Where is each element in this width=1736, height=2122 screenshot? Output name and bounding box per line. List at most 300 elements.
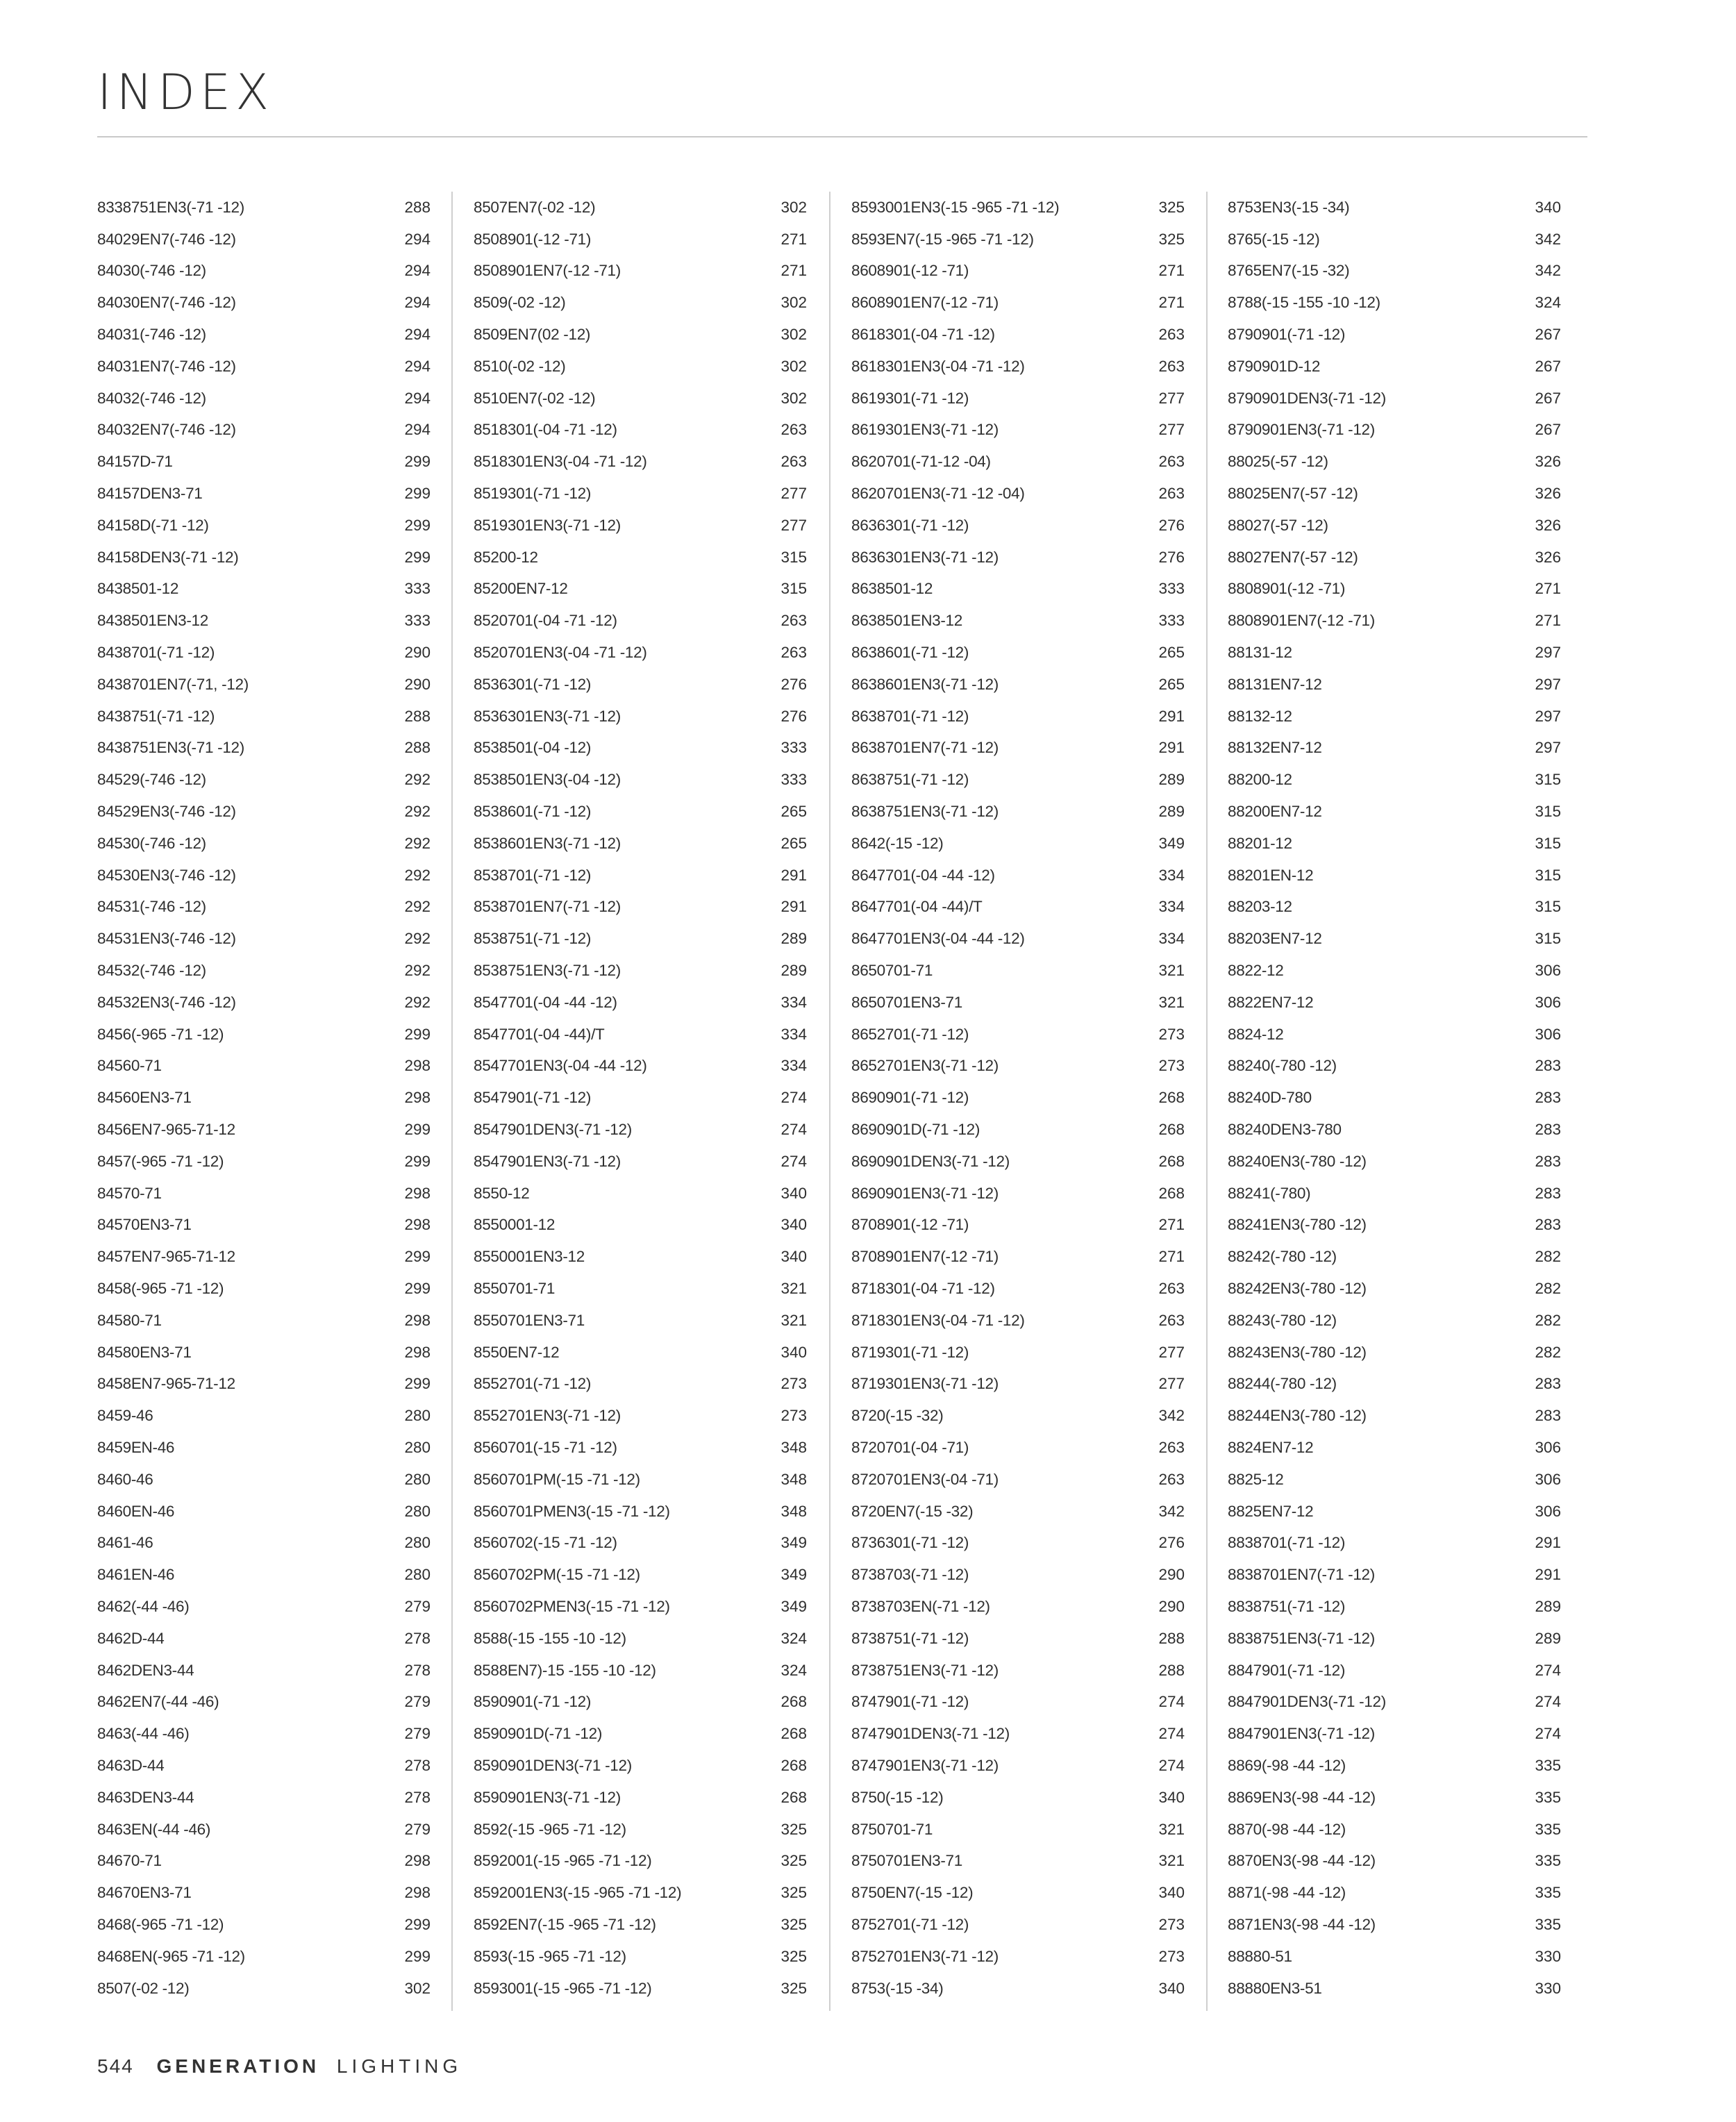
product-code: 84560EN3-71	[97, 1089, 192, 1107]
index-entry	[1228, 1082, 1561, 1114]
product-code: 8752701EN3(-71 -12)	[851, 1947, 999, 1965]
page-reference: 294	[404, 421, 431, 439]
index-entry	[97, 1400, 431, 1432]
product-code: 8519301EN3(-71 -12)	[474, 516, 621, 534]
product-code: 84032(-746 -12)	[97, 389, 206, 407]
page-reference: 335	[1535, 1756, 1561, 1774]
product-code: 8690901EN3(-71 -12)	[851, 1184, 999, 1202]
index-entry	[851, 1941, 1185, 1973]
product-code: 84157D-71	[97, 453, 173, 471]
index-entry	[97, 192, 431, 224]
index-entry	[851, 1273, 1185, 1305]
page-reference: 330	[1535, 1947, 1561, 1965]
product-code: 8538601EN3(-71 -12)	[474, 834, 621, 852]
page-reference: 325	[781, 1820, 807, 1838]
page-reference: 288	[1158, 1661, 1185, 1679]
page-reference: 263	[1158, 485, 1185, 503]
product-code: 84529EN3(-746 -12)	[97, 803, 236, 821]
index-entry	[851, 1146, 1185, 1178]
index-entry	[1228, 1877, 1561, 1909]
index-entry	[97, 796, 431, 828]
index-entry	[474, 287, 807, 319]
index-entry	[1228, 701, 1561, 733]
index-entry	[851, 1973, 1185, 2005]
page-reference: 282	[1535, 1311, 1561, 1329]
page-reference: 340	[1158, 1788, 1185, 1806]
index-entry	[474, 1146, 807, 1178]
page-reference: 340	[781, 1216, 807, 1234]
index-entry	[474, 446, 807, 478]
index-entry	[851, 1750, 1185, 1782]
page-reference: 306	[1535, 1438, 1561, 1456]
page-reference: 333	[404, 612, 431, 630]
product-code: 88240D-780	[1228, 1089, 1312, 1107]
product-code: 8463D-44	[97, 1756, 165, 1774]
page-reference: 335	[1535, 1820, 1561, 1838]
product-code: 8457EN7-965-71-12	[97, 1248, 235, 1266]
page-reference: 276	[1158, 548, 1185, 566]
page-reference: 292	[404, 803, 431, 821]
index-entry	[97, 510, 431, 542]
product-code: 8608901EN7(-12 -71)	[851, 294, 999, 312]
index-entry	[97, 764, 431, 796]
page-reference: 299	[404, 453, 431, 471]
index-entry	[474, 1496, 807, 1528]
product-code: 84158D(-71 -12)	[97, 516, 209, 534]
page-reference: 306	[1535, 1025, 1561, 1043]
page-reference: 263	[1158, 357, 1185, 375]
index-entry	[474, 574, 807, 605]
page-reference: 291	[1158, 707, 1185, 725]
index-entry	[851, 892, 1185, 924]
index-entry	[1228, 1623, 1561, 1655]
product-code: 8536301EN3(-71 -12)	[474, 707, 621, 725]
page-reference: 289	[1535, 1597, 1561, 1615]
index-entry	[1228, 319, 1561, 351]
page-reference: 349	[781, 1534, 807, 1552]
index-entry	[1228, 478, 1561, 510]
index-entry	[1228, 1496, 1561, 1528]
page-reference: 302	[781, 198, 807, 216]
index-entry	[474, 1591, 807, 1623]
product-code: 8870EN3(-98 -44 -12)	[1228, 1852, 1376, 1870]
product-code: 8808901(-12 -71)	[1228, 580, 1346, 598]
product-code: 8619301(-71 -12)	[851, 389, 969, 407]
page-reference: 268	[1158, 1184, 1185, 1202]
product-code: 8538501(-04 -12)	[474, 739, 592, 757]
product-code: 8822-12	[1228, 962, 1284, 980]
index-entry	[1228, 1146, 1561, 1178]
product-code: 84029EN7(-746 -12)	[97, 230, 236, 248]
index-entry	[97, 1909, 431, 1941]
index-entry	[474, 1623, 807, 1655]
product-code: 84530(-746 -12)	[97, 834, 206, 852]
product-code: 8536301(-71 -12)	[474, 675, 592, 693]
index-entry	[1228, 256, 1561, 287]
index-entry	[474, 669, 807, 701]
product-code: 88025(-57 -12)	[1228, 453, 1328, 471]
index-entry	[1228, 1941, 1561, 1973]
page-reference: 334	[1158, 866, 1185, 884]
product-code: 8620701EN3(-71 -12 -04)	[851, 485, 1025, 503]
page-reference: 288	[404, 198, 431, 216]
index-entry	[851, 1655, 1185, 1687]
product-code: 8590901EN3(-71 -12)	[474, 1788, 621, 1806]
page-reference: 294	[404, 230, 431, 248]
page-reference: 283	[1535, 1057, 1561, 1075]
product-code: 8552701EN3(-71 -12)	[474, 1407, 621, 1425]
product-code: 8790901DEN3(-71 -12)	[1228, 389, 1386, 407]
product-code: 84670EN3-71	[97, 1884, 192, 1902]
product-code: 8510EN7(-02 -12)	[474, 389, 596, 407]
product-code: 84570-71	[97, 1184, 162, 1202]
product-code: 8720701(-04 -71)	[851, 1438, 969, 1456]
column-divider	[829, 192, 831, 2011]
product-code: 84532(-746 -12)	[97, 962, 206, 980]
page-reference: 335	[1535, 1852, 1561, 1870]
product-code: 8590901D(-71 -12)	[474, 1725, 603, 1743]
product-code: 8550EN7-12	[474, 1343, 560, 1361]
product-code: 8608901(-12 -71)	[851, 262, 969, 280]
page-reference: 298	[404, 1852, 431, 1870]
index-entry	[474, 1337, 807, 1369]
index-entry	[97, 987, 431, 1019]
product-code: 88027EN7(-57 -12)	[1228, 548, 1358, 566]
product-code: 88132-12	[1228, 707, 1292, 725]
index-entry	[474, 1814, 807, 1846]
product-code: 8459-46	[97, 1407, 153, 1425]
page-reference: 299	[404, 1248, 431, 1266]
index-entry	[97, 923, 431, 955]
page-reference: 265	[1158, 644, 1185, 662]
page-reference: 349	[1158, 834, 1185, 852]
index-entry	[97, 446, 431, 478]
product-code: 8550701EN3-71	[474, 1311, 585, 1329]
product-code: 8719301EN3(-71 -12)	[851, 1375, 999, 1393]
page-reference: 335	[1535, 1788, 1561, 1806]
product-code: 8690901(-71 -12)	[851, 1089, 969, 1107]
product-code: 8753EN3(-15 -34)	[1228, 198, 1350, 216]
product-code: 8638751(-71 -12)	[851, 771, 969, 789]
product-code: 88241EN3(-780 -12)	[1228, 1216, 1367, 1234]
page-reference: 299	[404, 1279, 431, 1297]
product-code: 8642(-15 -12)	[851, 834, 944, 852]
index-entry	[851, 415, 1185, 446]
page-reference: 273	[1158, 1915, 1185, 1933]
index-entry	[474, 510, 807, 542]
index-entry	[1228, 796, 1561, 828]
index-entry	[851, 1623, 1185, 1655]
page-reference: 342	[1158, 1502, 1185, 1520]
page-reference: 276	[1158, 1534, 1185, 1552]
index-entry	[851, 1400, 1185, 1432]
product-code: 8459EN-46	[97, 1438, 175, 1456]
index-entry	[1228, 1241, 1561, 1273]
product-code: 8869(-98 -44 -12)	[1228, 1756, 1346, 1774]
product-code: 8509(-02 -12)	[474, 294, 566, 312]
page-reference: 268	[1158, 1121, 1185, 1138]
product-code: 8747901(-71 -12)	[851, 1693, 969, 1711]
page-reference: 315	[1535, 930, 1561, 948]
index-entry	[851, 224, 1185, 256]
product-code: 88880-51	[1228, 1947, 1292, 1965]
product-code: 8593001(-15 -965 -71 -12)	[474, 1979, 652, 1997]
product-code: 8638601(-71 -12)	[851, 644, 969, 662]
product-code: 8636301(-71 -12)	[851, 516, 969, 534]
product-code: 8550001-12	[474, 1216, 556, 1234]
index-entry	[474, 1527, 807, 1559]
product-code: 8750(-15 -12)	[851, 1788, 944, 1806]
page-reference: 315	[1535, 771, 1561, 789]
product-code: 8538751(-71 -12)	[474, 930, 592, 948]
page-reference: 289	[1158, 803, 1185, 821]
product-code: 8718301(-04 -71 -12)	[851, 1279, 995, 1297]
index-entry	[1228, 955, 1561, 987]
product-code: 8438501-12	[97, 580, 179, 598]
page-reference: 299	[404, 485, 431, 503]
product-code: 88243(-780 -12)	[1228, 1311, 1337, 1329]
product-code: 8871EN3(-98 -44 -12)	[1228, 1915, 1376, 1933]
index-entry	[1228, 1051, 1561, 1083]
index-entry	[97, 955, 431, 987]
index-entry	[97, 1750, 431, 1782]
product-code: 8547901EN3(-71 -12)	[474, 1152, 621, 1170]
index-column-1	[97, 192, 431, 1997]
product-code: 8790901EN3(-71 -12)	[1228, 421, 1375, 439]
index-entry	[851, 987, 1185, 1019]
page-reference: 290	[1158, 1597, 1185, 1615]
index-entry	[97, 669, 431, 701]
product-code: 8547901DEN3(-71 -12)	[474, 1121, 632, 1138]
product-code: 8618301(-04 -71 -12)	[851, 326, 995, 344]
page-reference: 325	[781, 1852, 807, 1870]
page-reference: 299	[404, 1915, 431, 1933]
index-entry	[851, 1496, 1185, 1528]
index-entry	[1228, 860, 1561, 892]
page-reference: 288	[404, 707, 431, 725]
page-footer	[97, 2055, 462, 2078]
index-entry	[97, 1718, 431, 1750]
index-entry	[1228, 1845, 1561, 1877]
page-reference: 268	[781, 1693, 807, 1711]
page-reference: 289	[1158, 771, 1185, 789]
product-code: 8468(-965 -71 -12)	[97, 1915, 224, 1933]
page-reference: 280	[404, 1502, 431, 1520]
product-code: 8588(-15 -155 -10 -12)	[474, 1629, 626, 1647]
product-code: 8519301(-71 -12)	[474, 485, 592, 503]
page-reference: 265	[781, 803, 807, 821]
page-reference: 292	[404, 834, 431, 852]
index-column-2	[474, 192, 807, 1997]
index-entry	[851, 1082, 1185, 1114]
page-reference: 274	[781, 1152, 807, 1170]
index-entry	[97, 733, 431, 765]
page-reference: 291	[1535, 1534, 1561, 1552]
column-divider	[1206, 192, 1208, 2011]
index-entry	[474, 1750, 807, 1782]
page-reference: 290	[404, 644, 431, 662]
product-code: 8462(-44 -46)	[97, 1597, 190, 1615]
index-entry	[97, 1686, 431, 1718]
index-entry	[97, 1368, 431, 1400]
page-reference: 283	[1535, 1375, 1561, 1393]
index-entry	[474, 415, 807, 446]
product-code: 8518301(-04 -71 -12)	[474, 421, 617, 439]
index-entry	[851, 764, 1185, 796]
page-reference: 326	[1535, 453, 1561, 471]
page-reference: 302	[781, 357, 807, 375]
index-entry	[97, 478, 431, 510]
page-reference: 302	[781, 326, 807, 344]
product-code: 84157DEN3-71	[97, 485, 203, 503]
index-entry	[1228, 828, 1561, 860]
product-code: 8647701(-04 -44)/T	[851, 898, 983, 916]
index-entry	[97, 860, 431, 892]
index-entry	[474, 1051, 807, 1083]
index-entry	[474, 319, 807, 351]
index-entry	[97, 1210, 431, 1242]
page-reference: 273	[781, 1407, 807, 1425]
product-code: 8550701-71	[474, 1279, 556, 1297]
page-reference: 276	[781, 675, 807, 693]
page-reference: 280	[404, 1438, 431, 1456]
page-reference: 298	[404, 1216, 431, 1234]
index-entry	[1228, 1527, 1561, 1559]
page-reference: 268	[781, 1756, 807, 1774]
page-reference: 321	[781, 1311, 807, 1329]
page-reference: 273	[1158, 1947, 1185, 1965]
product-code: 84030(-746 -12)	[97, 262, 206, 280]
product-code: 8518301EN3(-04 -71 -12)	[474, 453, 647, 471]
product-code: 8547701(-04 -44 -12)	[474, 993, 617, 1011]
page-reference: 306	[1535, 962, 1561, 980]
index-entry	[97, 1845, 431, 1877]
product-code: 8620701(-71-12 -04)	[851, 453, 991, 471]
page-reference: 274	[1535, 1661, 1561, 1679]
product-code: 8538701(-71 -12)	[474, 866, 592, 884]
page-reference: 268	[781, 1725, 807, 1743]
product-code: 88240EN3(-780 -12)	[1228, 1152, 1367, 1170]
product-code: 85200EN7-12	[474, 580, 568, 598]
index-entry	[474, 224, 807, 256]
product-code: 8538701EN7(-71 -12)	[474, 898, 621, 916]
page-reference: 333	[1158, 612, 1185, 630]
index-entry	[851, 955, 1185, 987]
page-reference: 274	[1158, 1756, 1185, 1774]
index-column-3	[851, 192, 1185, 1997]
index-entry	[1228, 1909, 1561, 1941]
index-entry	[1228, 192, 1561, 224]
page-reference: 292	[404, 866, 431, 884]
index-entry	[1228, 987, 1561, 1019]
page-reference: 334	[781, 993, 807, 1011]
index-entry	[474, 542, 807, 574]
index-entry	[851, 351, 1185, 383]
index-entry	[851, 1432, 1185, 1464]
product-code: 88203-12	[1228, 898, 1292, 916]
index-entry	[97, 637, 431, 669]
product-code: 8510(-02 -12)	[474, 357, 566, 375]
product-code: 8592EN7(-15 -965 -71 -12)	[474, 1915, 656, 1933]
product-code: 8708901(-12 -71)	[851, 1216, 969, 1234]
index-entry	[97, 1241, 431, 1273]
product-code: 8593EN7(-15 -965 -71 -12)	[851, 230, 1034, 248]
page-reference: 340	[781, 1184, 807, 1202]
page-reference: 278	[404, 1661, 431, 1679]
index-entry	[474, 701, 807, 733]
page-reference: 274	[1535, 1725, 1561, 1743]
product-code: 8708901EN7(-12 -71)	[851, 1248, 999, 1266]
page-reference: 342	[1158, 1407, 1185, 1425]
page-reference: 279	[404, 1597, 431, 1615]
product-code: 8638501-12	[851, 580, 933, 598]
product-code: 8750701EN3-71	[851, 1852, 962, 1870]
index-entry	[851, 1909, 1185, 1941]
index-entry	[474, 987, 807, 1019]
index-entry	[851, 256, 1185, 287]
page-reference: 263	[781, 421, 807, 439]
page-reference: 274	[781, 1121, 807, 1138]
product-code: 8647701EN3(-04 -44 -12)	[851, 930, 1025, 948]
product-code: 88131EN7-12	[1228, 675, 1322, 693]
index-entry	[97, 605, 431, 637]
brand-name-bold: GENERATION	[156, 2055, 320, 2077]
product-code: 88240DEN3-780	[1228, 1121, 1342, 1138]
page-reference: 299	[404, 1025, 431, 1043]
page-reference: 326	[1535, 516, 1561, 534]
product-code: 8636301EN3(-71 -12)	[851, 548, 999, 566]
index-entry	[1228, 1718, 1561, 1750]
page-reference: 279	[404, 1725, 431, 1743]
index-entry	[851, 796, 1185, 828]
product-code: 84580EN3-71	[97, 1343, 192, 1361]
page-reference: 315	[1535, 898, 1561, 916]
page-reference: 315	[781, 548, 807, 566]
index-entry	[1228, 1973, 1561, 2005]
index-entry	[474, 1909, 807, 1941]
page-reference: 271	[1535, 580, 1561, 598]
product-code: 8638501EN3-12	[851, 612, 962, 630]
product-code: 8825-12	[1228, 1470, 1284, 1488]
product-code: 8638601EN3(-71 -12)	[851, 675, 999, 693]
page-reference: 283	[1535, 1121, 1561, 1138]
product-code: 8538501EN3(-04 -12)	[474, 771, 621, 789]
product-code: 8765(-15 -12)	[1228, 230, 1320, 248]
page-reference: 349	[781, 1566, 807, 1584]
page-reference: 292	[404, 930, 431, 948]
index-entry	[97, 1559, 431, 1591]
page-reference: 306	[1535, 1502, 1561, 1520]
index-entry	[474, 1178, 807, 1210]
product-code: 8461EN-46	[97, 1566, 175, 1584]
product-code: 84031(-746 -12)	[97, 326, 206, 344]
product-code: 8838701(-71 -12)	[1228, 1534, 1346, 1552]
page-reference: 291	[781, 866, 807, 884]
page-reference: 321	[1158, 993, 1185, 1011]
page-reference: 288	[404, 739, 431, 757]
page-reference: 283	[1535, 1184, 1561, 1202]
product-code: 8638701(-71 -12)	[851, 707, 969, 725]
page-reference: 267	[1535, 357, 1561, 375]
page-reference: 292	[404, 993, 431, 1011]
page-reference: 273	[1158, 1057, 1185, 1075]
product-code: 8825EN7-12	[1228, 1502, 1314, 1520]
index-entry	[1228, 1782, 1561, 1814]
product-code: 8593001EN3(-15 -965 -71 -12)	[851, 198, 1060, 216]
index-entry	[474, 1082, 807, 1114]
product-code: 8718301EN3(-04 -71 -12)	[851, 1311, 1025, 1329]
page-reference: 277	[1158, 389, 1185, 407]
